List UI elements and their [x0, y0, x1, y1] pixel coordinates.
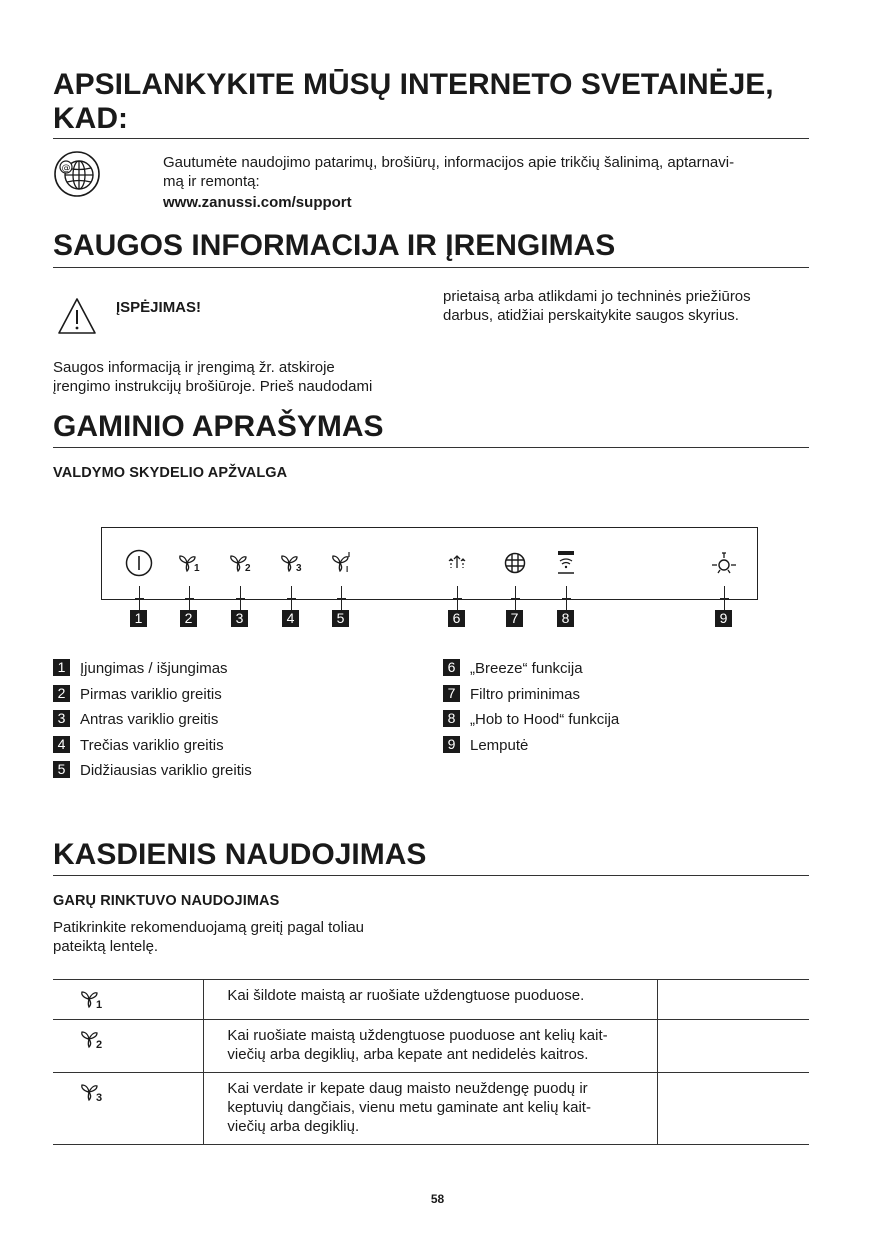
- legend-label: Filtro priminimas: [470, 686, 581, 703]
- section-title-daily-use: KASDIENIS NAUDOJIMAS: [53, 838, 427, 871]
- section-title-product: GAMINIO APRAŠYMAS: [53, 410, 384, 443]
- fan-speed-3-icon[interactable]: [276, 548, 306, 578]
- table-cell-empty: [658, 1073, 809, 1145]
- warning-triangle-icon: [56, 296, 98, 336]
- row-text-line: keptuvių dangčiais, vienu metu gaminate ant kelių kait-: [227, 1099, 591, 1116]
- legend-item-7: [443, 685, 580, 704]
- table-row: [53, 1073, 809, 1145]
- support-url[interactable]: www.zanussi.com/support: [163, 194, 352, 211]
- callout-tick: [720, 598, 729, 599]
- table-cell-empty: [658, 980, 809, 1020]
- callout-number-2: 2: [180, 610, 197, 627]
- legend-label: Antras variklio greitis: [80, 711, 219, 728]
- legend-item-2: [53, 685, 222, 704]
- section-title-website: [53, 68, 774, 136]
- table-cell-icon: [53, 980, 204, 1020]
- callout-number-6: 6: [448, 610, 465, 627]
- legend-num: 1: [53, 659, 70, 676]
- safety-text-right: [443, 287, 751, 325]
- callout-number-1: 1: [130, 610, 147, 627]
- divider: [53, 267, 809, 268]
- svg-text:3: 3: [96, 1092, 103, 1104]
- hob-to-hood-icon[interactable]: [551, 548, 581, 578]
- speed-table: [53, 979, 809, 1145]
- table-row: [53, 1020, 809, 1073]
- svg-text:1: 1: [194, 563, 200, 574]
- table-row: [53, 980, 809, 1020]
- power-icon[interactable]: [124, 548, 154, 578]
- legend-num: 4: [53, 736, 70, 753]
- legend-label: Įjungimas / išjungimas: [80, 660, 228, 677]
- legend-label: Trečias variklio greitis: [80, 737, 224, 754]
- title-line-1: APSILANKYKITE MŪSŲ INTERNETO SVETAINĖJE,: [53, 68, 774, 101]
- svg-text:3: 3: [296, 563, 302, 574]
- callout-tick: [337, 598, 346, 599]
- warning-label: ĮSPĖJIMAS!: [116, 299, 202, 316]
- hood-usage-subtitle: GARŲ RINKTUVO NAUDOJIMAS: [53, 893, 280, 909]
- filter-reminder-icon[interactable]: [500, 548, 530, 578]
- callout-tick: [287, 598, 296, 599]
- callout-number-9: 9: [715, 610, 732, 627]
- legend-item-1: [53, 659, 228, 678]
- row-text-line: viečių arba degiklių, arba kepate ant nedidelės kaitros.: [227, 1046, 589, 1063]
- web-globe-icon: [53, 150, 101, 198]
- table-cell-icon: [53, 1073, 204, 1145]
- fan-speed-1-icon[interactable]: [174, 548, 204, 578]
- table-cell-text: [204, 1020, 658, 1073]
- legend-num: 9: [443, 736, 460, 753]
- legend-num: 6: [443, 659, 460, 676]
- callout-tick: [185, 598, 194, 599]
- row-text: Kai šildote maistą ar ruošiate uždengtuose puoduose.: [227, 987, 585, 1004]
- legend-label: „Hob to Hood“ funkcija: [470, 711, 620, 728]
- svg-text:1: 1: [96, 999, 103, 1011]
- callout-number-4: 4: [282, 610, 299, 627]
- hood-usage-intro: [53, 918, 364, 956]
- divider: [53, 447, 809, 448]
- legend-item-3: [53, 710, 218, 729]
- callout-tick: [511, 598, 520, 599]
- divider: [53, 138, 809, 139]
- legend-num: 8: [443, 710, 460, 727]
- support-text: [163, 153, 809, 191]
- svg-text:I: I: [346, 565, 349, 574]
- table-cell-empty: [658, 1020, 809, 1073]
- legend-item-6: [443, 659, 583, 678]
- fan-speed-1-icon: [77, 986, 107, 1014]
- legend-item-9: [443, 736, 528, 755]
- intro-line-1: Patikrinkite rekomenduojamą greitį pagal toliau: [53, 919, 365, 936]
- section-title-safety: SAUGOS INFORMACIJA IR ĮRENGIMAS: [53, 229, 616, 262]
- fan-speed-3-icon: [77, 1079, 107, 1107]
- table-cell-text: [204, 980, 658, 1020]
- callout-tick: [453, 598, 462, 599]
- legend-label: Lemputė: [470, 737, 529, 754]
- svg-text:2: 2: [96, 1039, 103, 1051]
- callout-tick: [135, 598, 144, 599]
- legend-item-8: [443, 710, 619, 729]
- callout-number-8: 8: [557, 610, 574, 627]
- safety-left-line-1: Saugos informaciją ir įrengimą žr. atskiroje: [53, 359, 335, 376]
- support-text-line-1: Gautumėte naudojimo patarimų, brošiūrų, informacijos apie trikčių šalinimą, aptarnavi-: [163, 154, 735, 171]
- fan-speed-2-icon: [77, 1026, 107, 1054]
- callout-number-3: 3: [231, 610, 248, 627]
- svg-text:2: 2: [245, 563, 251, 574]
- fan-speed-2-icon[interactable]: [225, 548, 255, 578]
- row-text-line: Kai ruošiate maistą uždengtuose puoduose ant kelių kait-: [227, 1027, 608, 1044]
- legend-num: 7: [443, 685, 460, 702]
- svg-text:@: @: [61, 163, 71, 174]
- legend-label: Pirmas variklio greitis: [80, 686, 222, 703]
- legend-num: 2: [53, 685, 70, 702]
- divider: [53, 875, 809, 876]
- callout-tick: [236, 598, 245, 599]
- breeze-icon[interactable]: [442, 548, 472, 578]
- support-text-line-2: mą ir remontą:: [163, 173, 260, 190]
- lamp-icon[interactable]: [709, 548, 739, 578]
- fan-boost-icon[interactable]: [326, 548, 356, 578]
- title-line-2: KAD:: [53, 102, 128, 135]
- table-cell-icon: [53, 1020, 204, 1073]
- row-text-line: viečių arba degiklių.: [227, 1118, 360, 1135]
- safety-left-line-2: įrengimo instrukcijų brošiūroje. Prieš naudodami: [53, 378, 373, 395]
- legend-label: Didžiausias variklio greitis: [80, 762, 252, 779]
- legend-item-4: [53, 736, 224, 755]
- safety-text-left: [53, 358, 372, 396]
- callout-number-7: 7: [506, 610, 523, 627]
- safety-right-line-2: darbus, atidžiai perskaitykite saugos skyrius.: [443, 307, 739, 324]
- callout-number-5: 5: [332, 610, 349, 627]
- page-number: 58: [430, 1192, 445, 1206]
- safety-right-line-1: prietaisą arba atlikdami jo techninės priežiūros: [443, 288, 751, 305]
- legend-num: 5: [53, 761, 70, 778]
- row-text-line: Kai verdate ir kepate daug maisto neuždengę puodų ir: [227, 1080, 588, 1097]
- legend-item-5: [53, 761, 252, 780]
- legend-num: 3: [53, 710, 70, 727]
- callout-tick: [562, 598, 571, 599]
- legend-label: „Breeze“ funkcija: [470, 660, 583, 677]
- intro-line-2: pateiktą lentelę.: [53, 938, 159, 955]
- control-panel-subtitle: VALDYMO SKYDELIO APŽVALGA: [53, 465, 288, 481]
- table-cell-text: [204, 1073, 658, 1145]
